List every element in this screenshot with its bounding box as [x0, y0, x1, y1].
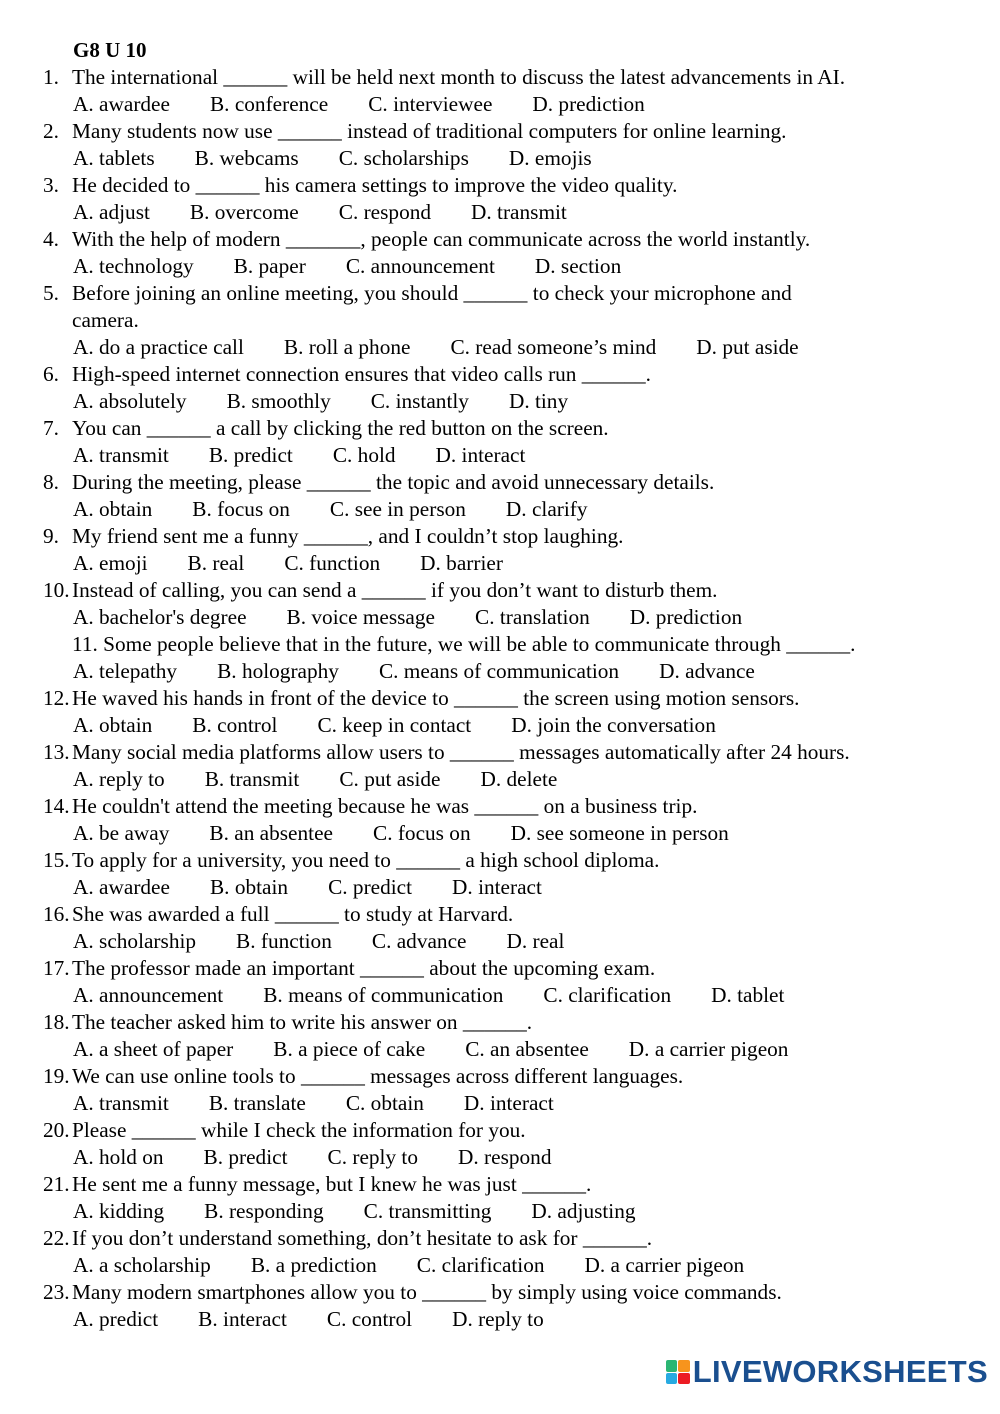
answer-option[interactable]: C. control	[326, 1307, 413, 1331]
answer-option[interactable]: B. holography	[217, 659, 339, 683]
question-number: 14.	[43, 794, 70, 818]
answer-option[interactable]: B. paper	[233, 254, 306, 278]
question-text: Many students now use ______ instead of traditional computers for online learning.	[72, 119, 787, 143]
answer-option[interactable]: D. emojis	[508, 146, 592, 170]
answer-option[interactable]: C. see in person	[329, 497, 466, 521]
logo-text: LIVEWORKSHEETS	[692, 1354, 988, 1389]
answer-option[interactable]: A. adjust	[73, 200, 150, 224]
question-text: He couldn't attend the meeting because he was ______ on a business trip.	[72, 794, 698, 818]
answer-option[interactable]: C. announcement	[345, 254, 495, 278]
answer-option[interactable]: A. a sheet of paper	[73, 1037, 234, 1061]
answer-option[interactable]: B. a piece of cake	[273, 1037, 426, 1061]
options-row	[73, 1198, 1000, 1224]
answer-option[interactable]: D. a carrier pigeon	[628, 1037, 789, 1061]
answer-option[interactable]: C. clarification	[543, 983, 672, 1007]
options-row	[73, 982, 1000, 1008]
options-row	[73, 1252, 1000, 1278]
question-text: He waved his hands in front of the device to ______ the screen using motion sensors.	[72, 686, 800, 710]
options-row	[73, 1306, 1000, 1332]
answer-option[interactable]: A. scholarship	[73, 929, 197, 953]
options-row	[73, 658, 1000, 684]
question-number: 12.	[43, 686, 70, 710]
question-number: 7.	[43, 416, 59, 440]
question-text: Please ______ while I check the information for you.	[72, 1118, 526, 1142]
question-text: The professor made an important ______ about the upcoming exam.	[72, 956, 656, 980]
options-row	[73, 1036, 1000, 1062]
answer-option[interactable]: D. adjusting	[531, 1199, 636, 1223]
answer-option[interactable]: D. a carrier pigeon	[584, 1253, 745, 1277]
answer-option[interactable]: B. function	[236, 929, 332, 953]
answer-option[interactable]: B. webcams	[194, 146, 299, 170]
answer-option[interactable]: C. an absentee	[465, 1037, 589, 1061]
answer-option[interactable]: D. see someone in person	[510, 821, 729, 845]
answer-option[interactable]: D. tablet	[711, 983, 785, 1007]
question-number: 1.	[43, 65, 59, 89]
question-text: He decided to ______ his camera settings to improve the video quality.	[72, 173, 678, 197]
answer-option[interactable]: A. do a practice call	[73, 335, 244, 359]
question-text: Many social media platforms allow users to ______ messages automatically after 24 hours.	[72, 740, 850, 764]
logo-square-2	[678, 1360, 690, 1372]
question-number: 19.	[43, 1064, 70, 1088]
answer-option[interactable]: A. announcement	[73, 983, 224, 1007]
answer-option[interactable]: C. function	[284, 551, 381, 575]
answer-option[interactable]: C. predict	[328, 875, 413, 899]
question-text: You can ______ a call by clicking the red button on the screen.	[72, 416, 609, 440]
answer-option[interactable]: A. telepathy	[73, 659, 178, 683]
answer-option[interactable]: C. translation	[475, 605, 590, 629]
options-row	[73, 253, 1000, 279]
answer-option[interactable]: A. kidding	[73, 1199, 165, 1223]
answer-option[interactable]: A. reply to	[73, 767, 165, 791]
answer-option[interactable]: B. voice message	[286, 605, 435, 629]
question-number: 16.	[43, 902, 70, 926]
answer-option[interactable]: A. tablets	[73, 146, 155, 170]
question-number: 8.	[43, 470, 59, 494]
question-text-continued: camera.	[72, 308, 139, 332]
question-number: 9.	[43, 524, 59, 548]
answer-option[interactable]: D. reply to	[452, 1307, 544, 1331]
answer-option[interactable]: B. real	[187, 551, 245, 575]
answer-option[interactable]: B. responding	[204, 1199, 324, 1223]
answer-option[interactable]: C. scholarships	[338, 146, 469, 170]
answer-option[interactable]: A. be away	[73, 821, 170, 845]
options-row	[73, 604, 1000, 630]
answer-option[interactable]: C. reply to	[327, 1145, 419, 1169]
answer-option[interactable]: B. roll a phone	[283, 335, 411, 359]
answer-option[interactable]: A. bachelor's degree	[73, 605, 247, 629]
answer-option[interactable]: C. transmitting	[363, 1199, 492, 1223]
answer-option[interactable]: D. interact	[452, 875, 542, 899]
answer-option[interactable]: B. a prediction	[250, 1253, 377, 1277]
question-text: Before joining an online meeting, you should ______ to check your microphone and	[72, 281, 792, 305]
answer-option[interactable]: A. emoji	[73, 551, 148, 575]
answer-option[interactable]: D. put aside	[696, 335, 799, 359]
answer-option[interactable]: C. focus on	[372, 821, 471, 845]
answer-option[interactable]: C. means of communication	[378, 659, 620, 683]
question-text: Many modern smartphones allow you to ______ by simply using voice commands.	[72, 1280, 782, 1304]
answer-option[interactable]: A. awardee	[73, 875, 170, 899]
options-row	[73, 199, 1000, 225]
question-text: My friend sent me a funny ______, and I couldn’t stop laughing.	[72, 524, 624, 548]
question-text: He sent me a funny message, but I knew he was just ______.	[72, 1172, 592, 1196]
question-number: 18.	[43, 1010, 70, 1034]
options-row	[73, 820, 1000, 846]
answer-option[interactable]: C. read someone’s mind	[450, 335, 657, 359]
options-row	[73, 766, 1000, 792]
question-text: The teacher asked him to write his answer on ______.	[72, 1010, 533, 1034]
question-text: With the help of modern _______, people can communicate across the world instantly.	[72, 227, 811, 251]
answer-option[interactable]: A. obtain	[73, 713, 153, 737]
answer-option[interactable]: C. put aside	[339, 767, 441, 791]
answer-option[interactable]: A. a scholarship	[73, 1253, 211, 1277]
options-row	[73, 91, 1000, 117]
question-number: 17.	[43, 956, 70, 980]
answer-option[interactable]: C. obtain	[345, 1091, 424, 1115]
question-text: During the meeting, please ______ the topic and avoid unnecessary details.	[72, 470, 715, 494]
answer-option[interactable]: B. interact	[198, 1307, 287, 1331]
answer-option[interactable]: A. absolutely	[73, 389, 187, 413]
answer-option[interactable]: C. advance	[371, 929, 467, 953]
question-number: 20.	[43, 1118, 70, 1142]
worksheet-title: G8 U 10	[73, 38, 147, 62]
options-row	[73, 145, 1000, 171]
options-row	[73, 496, 1000, 522]
answer-option[interactable]: D. advance	[659, 659, 755, 683]
question-text: She was awarded a full ______ to study at Harvard.	[72, 902, 514, 926]
answer-option[interactable]: A. technology	[73, 254, 194, 278]
answer-option[interactable]: B. obtain	[209, 875, 289, 899]
answer-option[interactable]: D. section	[534, 254, 622, 278]
question-text: We can use online tools to ______ messages across different languages.	[72, 1064, 684, 1088]
answer-option[interactable]: B. an absentee	[209, 821, 333, 845]
answer-option[interactable]: D. join the conversation	[511, 713, 716, 737]
options-row	[73, 928, 1000, 954]
options-row	[73, 874, 1000, 900]
logo-square-3	[666, 1373, 678, 1385]
question-number: 22.	[43, 1226, 70, 1250]
question-number: 6.	[43, 362, 59, 386]
answer-option[interactable]: A. predict	[73, 1307, 159, 1331]
answer-option[interactable]: A. obtain	[73, 497, 153, 521]
options-row	[73, 334, 1000, 360]
answer-option[interactable]: D. interact	[435, 443, 526, 467]
answer-option[interactable]: D. clarify	[505, 497, 588, 521]
answer-option[interactable]: D. transmit	[471, 200, 567, 224]
answer-option[interactable]: B. means of communication	[263, 983, 504, 1007]
answer-option[interactable]: B. predict	[203, 1145, 288, 1169]
options-row	[73, 712, 1000, 738]
answer-option[interactable]: A. transmit	[73, 1091, 169, 1115]
liveworksheets-icon	[666, 1360, 690, 1384]
logo-square-1	[666, 1360, 678, 1372]
liveworksheets-logo	[666, 1354, 988, 1390]
question-number: 15.	[43, 848, 70, 872]
question-number: 5.	[43, 281, 59, 305]
answer-option[interactable]: A. awardee	[73, 92, 170, 116]
question-text: High-speed internet connection ensures that video calls run ______.	[72, 362, 651, 386]
answer-option[interactable]: B. control	[192, 713, 278, 737]
answer-option[interactable]: B. overcome	[189, 200, 299, 224]
answer-option[interactable]: A. transmit	[73, 443, 169, 467]
options-row	[73, 1090, 1000, 1116]
answer-option[interactable]: B. smoothly	[226, 389, 331, 413]
question-text: Instead of calling, you can send a ______ if you don’t want to disturb them.	[72, 578, 718, 602]
answer-option[interactable]: B. transmit	[204, 767, 300, 791]
options-row	[73, 1144, 1000, 1170]
question-number: 10.	[43, 578, 70, 602]
answer-option[interactable]: D. tiny	[508, 389, 569, 413]
answer-option[interactable]: B. focus on	[192, 497, 290, 521]
question-number: 13.	[43, 740, 70, 764]
answer-option[interactable]: D. prediction	[532, 92, 645, 116]
logo-square-4	[678, 1373, 690, 1385]
answer-option[interactable]: D. delete	[480, 767, 558, 791]
answer-option[interactable]: C. clarification	[416, 1253, 545, 1277]
question-text: If you don’t understand something, don’t hesitate to ask for ______.	[72, 1226, 653, 1250]
answer-option[interactable]: D. respond	[458, 1145, 552, 1169]
answer-option[interactable]: B. translate	[208, 1091, 306, 1115]
answer-option[interactable]: D. interact	[463, 1091, 554, 1115]
options-row	[73, 388, 1000, 414]
question-text: To apply for a university, you need to ______ a high school diploma.	[72, 848, 660, 872]
question-text: The international ______ will be held next month to discuss the latest advancements in AI.	[72, 65, 846, 89]
options-row	[73, 550, 1000, 576]
answer-option[interactable]: D. prediction	[629, 605, 743, 629]
question-number: 23.	[43, 1280, 70, 1304]
answer-option[interactable]: D. real	[506, 929, 565, 953]
answer-option[interactable]: B. predict	[208, 443, 293, 467]
question-text: 11. Some people believe that in the future, we will be able to communicate through ______.	[72, 632, 856, 656]
answer-option[interactable]: C. hold	[332, 443, 396, 467]
answer-option[interactable]: B. conference	[209, 92, 329, 116]
answer-option[interactable]: C. interviewee	[368, 92, 493, 116]
question-number: 3.	[43, 173, 59, 197]
answer-option[interactable]: C. keep in contact	[317, 713, 472, 737]
question-number: 4.	[43, 227, 59, 251]
answer-option[interactable]: D. barrier	[420, 551, 503, 575]
question-number: 2.	[43, 119, 59, 143]
answer-option[interactable]: A. hold on	[73, 1145, 164, 1169]
answer-option[interactable]: C. instantly	[370, 389, 469, 413]
options-row	[73, 442, 1000, 468]
answer-option[interactable]: C. respond	[338, 200, 432, 224]
question-number: 21.	[43, 1172, 70, 1196]
